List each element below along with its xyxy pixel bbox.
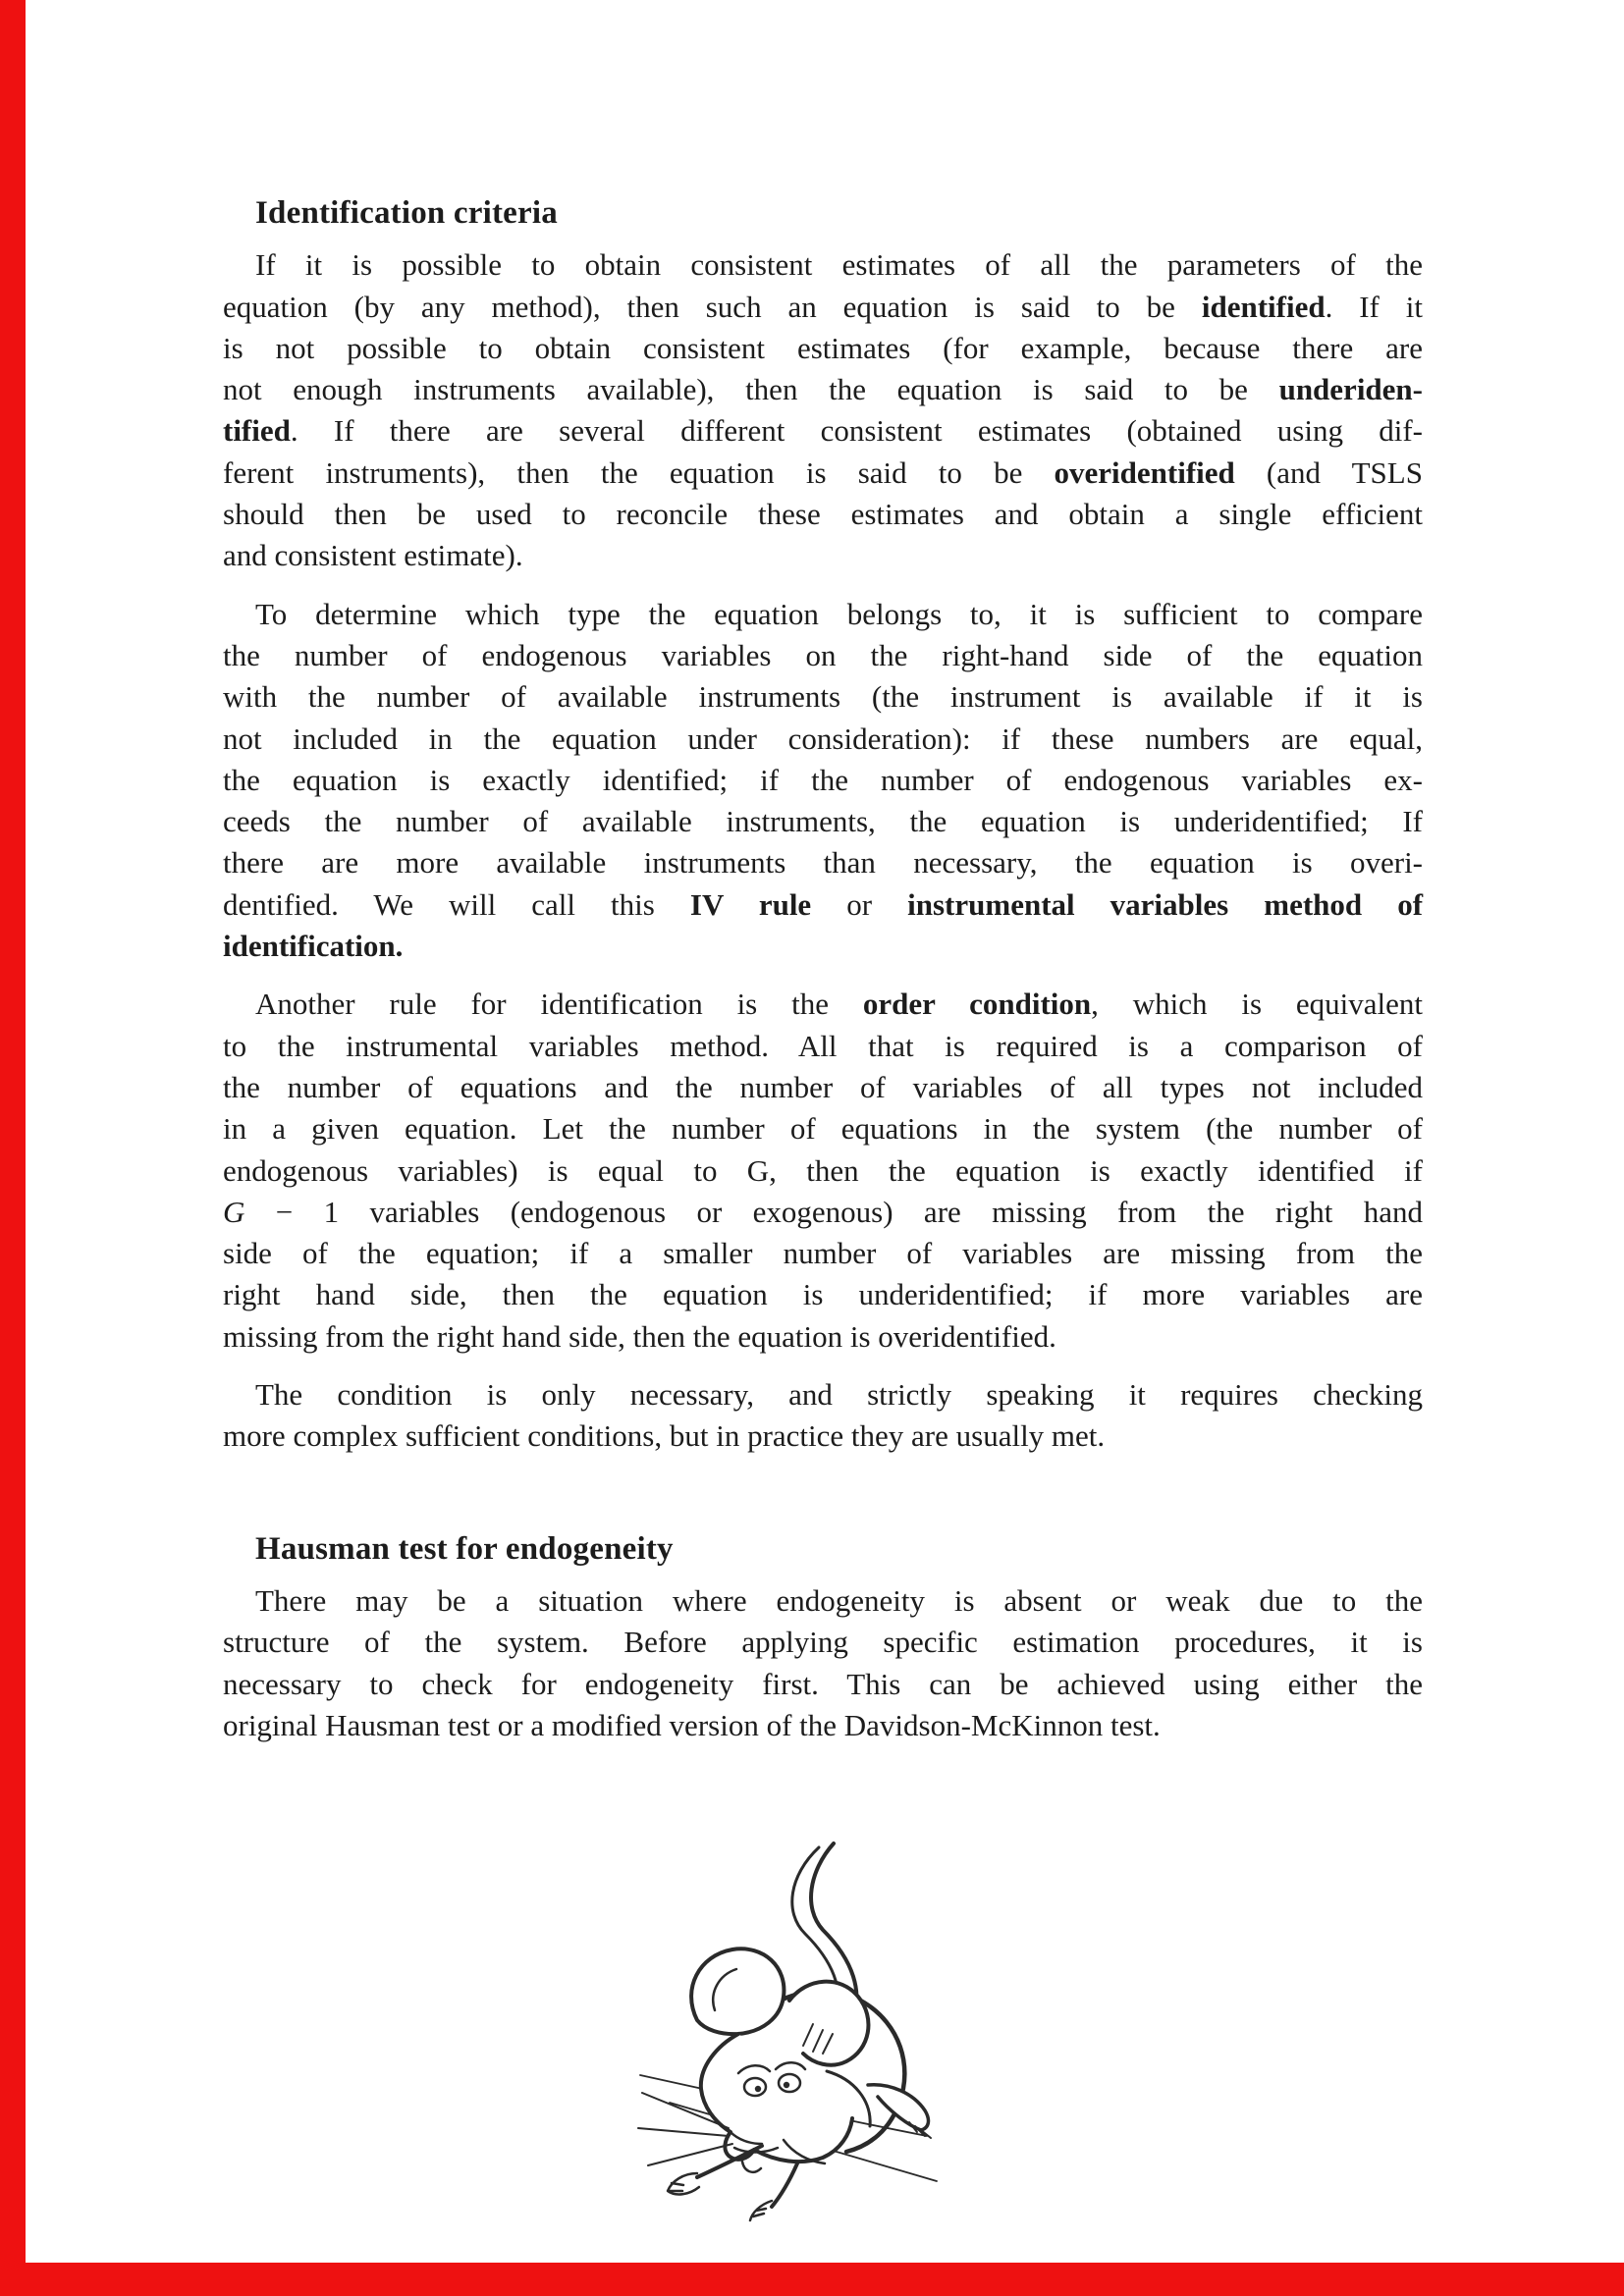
paragraph <box>223 1580 1423 1746</box>
text-line: ceeds the number of available instruments, the equation is underidentified; If <box>223 804 1423 839</box>
text-line: dentified. We will call this IV rule or instrumental variables method of <box>223 886 1424 922</box>
text-line: the number of equations and the number of variables of all types not included <box>223 1069 1423 1104</box>
text-column <box>223 192 1423 1746</box>
section-gap <box>223 1458 1423 1528</box>
text-line: in a given equation. Let the number of equations in the system (the number of <box>223 1111 1423 1147</box>
mouse-sketch-illustration <box>636 1838 978 2222</box>
text-line: Another rule for identification is the order condition, which is equivalent <box>255 987 1423 1022</box>
section-heading: Hausman test for endogeneity <box>255 1530 674 1567</box>
paragraph <box>223 244 1423 576</box>
section-heading: Identification criteria <box>255 195 558 231</box>
text-line: G − 1 variables (endogenous or exogenous) are missing from the right hand <box>223 1194 1423 1229</box>
text-line: side of the equation; if a smaller number of variables are missing from the <box>223 1236 1423 1271</box>
text-line: identification. <box>223 929 404 964</box>
text-line: with the number of available instruments (the instrument is available if it is <box>223 679 1423 715</box>
text-line: not enough instruments available), then the equation is said to be underiden- <box>223 372 1423 407</box>
text-line: should then be used to reconcile these estimates and obtain a single efficient <box>223 497 1423 532</box>
text-line: ferent instruments), then the equation is said to be overidentified (and TSLS <box>223 454 1423 490</box>
text-line: more complex sufficient conditions, but in practice they are usually met. <box>223 1418 1106 1454</box>
text-line: the number of endogenous variables on the right-hand side of the equation <box>223 637 1423 672</box>
text-line: There may be a situation where endogeneity is absent or weak due to the <box>255 1582 1423 1618</box>
text-line: endogenous variables) is equal to G, then the equation is exactly identified if <box>223 1152 1423 1188</box>
paragraph <box>223 594 1423 968</box>
paragraph <box>223 984 1423 1358</box>
text-line: missing from the right hand side, then the equation is overidentified. <box>223 1318 1056 1354</box>
text-line: original Hausman test or a modified version of the Davidson-McKinnon test. <box>223 1707 1161 1742</box>
text-line: structure of the system. Before applying specific estimation procedures, it is <box>223 1625 1423 1660</box>
paragraph <box>223 1374 1423 1458</box>
text-line: necessary to check for endogeneity first. This can be achieved using either the <box>223 1666 1423 1701</box>
text-line: tified. If there are several different consistent estimates (obtained using dif- <box>223 413 1423 449</box>
text-line: The condition is only necessary, and strictly speaking it requires checking <box>255 1377 1423 1413</box>
page-edge-left-red-trim <box>0 0 26 2296</box>
text-line: To determine which type the equation belongs to, it is sufficient to compare <box>255 596 1423 631</box>
text-line: not included in the equation under consideration): if these numbers are equal, <box>223 721 1423 756</box>
text-line: the equation is exactly identified; if the number of endogenous variables ex- <box>223 762 1423 797</box>
text-line: there are more available instruments than necessary, the equation is overi- <box>223 845 1423 881</box>
text-line: If it is possible to obtain consistent estimates of all the parameters of the <box>255 247 1423 283</box>
page-edge-bottom-red-trim <box>0 2263 1624 2296</box>
text-line: right hand side, then the equation is underidentified; if more variables are <box>223 1277 1423 1312</box>
text-line: and consistent estimate). <box>223 538 523 573</box>
text-line: to the instrumental variables method. All that is required is a comparison of <box>223 1028 1423 1063</box>
text-line: is not possible to obtain consistent estimates (for example, because there are <box>223 330 1423 365</box>
text-line: equation (by any method), then such an equation is said to be identified. If it <box>223 289 1423 324</box>
